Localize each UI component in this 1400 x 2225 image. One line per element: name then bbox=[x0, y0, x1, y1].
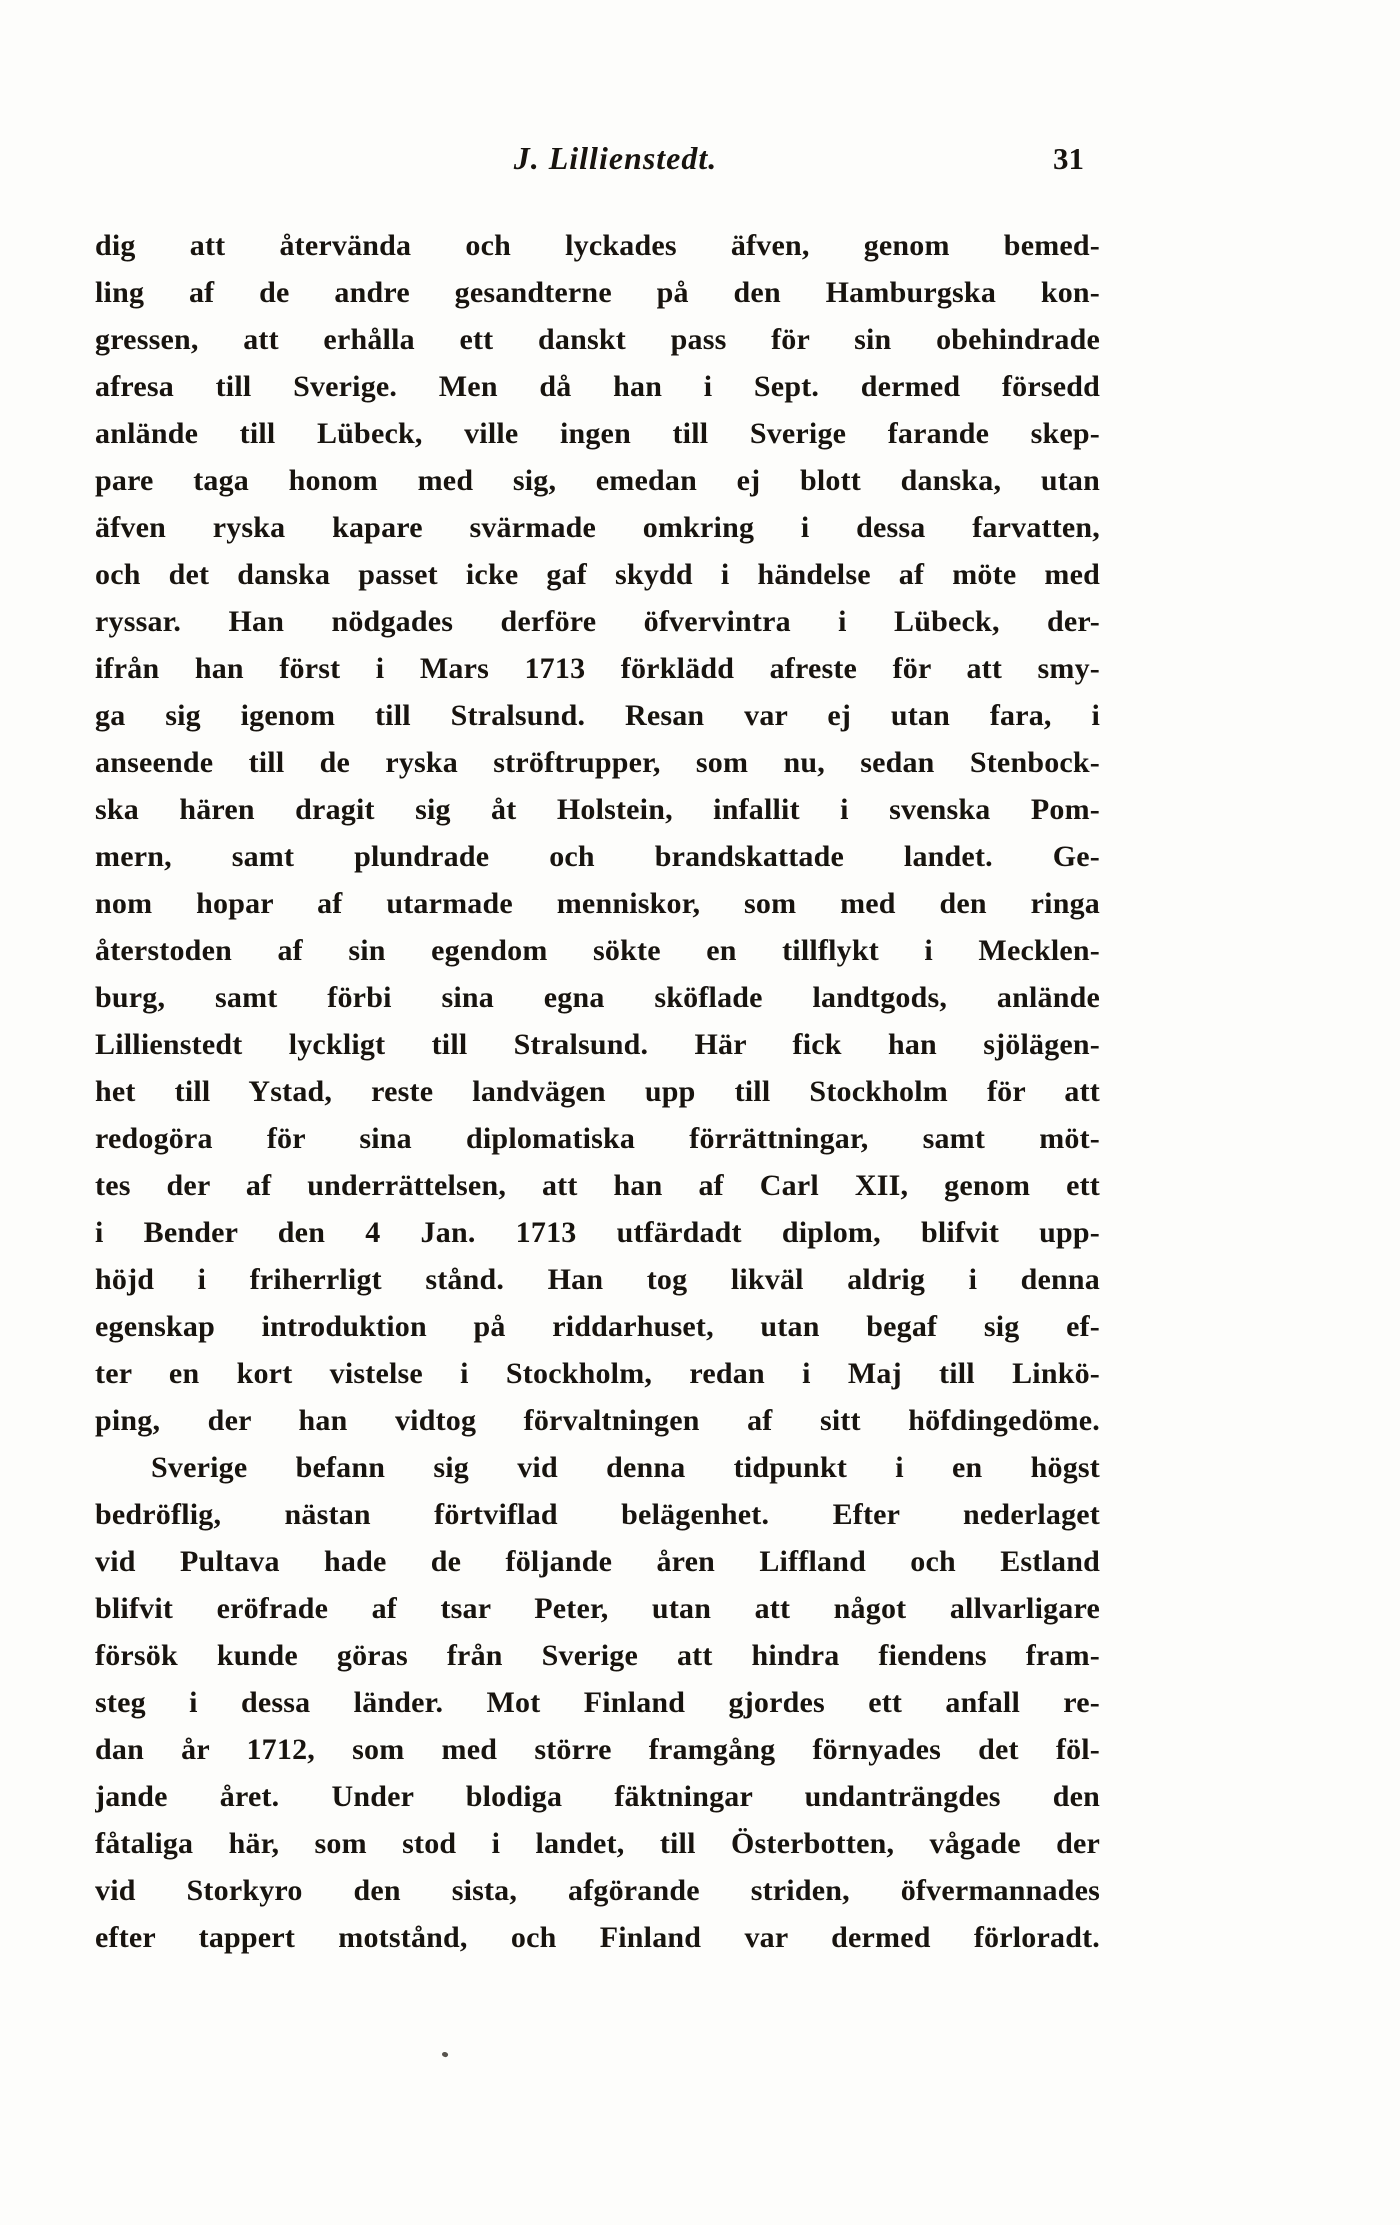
text-line: försök kunde göras från Sverige att hindra fiendens fram- bbox=[95, 1639, 1100, 1672]
text-line: anlände till Lübeck, ville ingen till Sverige farande skep- bbox=[95, 417, 1100, 450]
text-line: och det danska passet icke gaf skydd i händelse af möte med bbox=[95, 558, 1100, 591]
text-line-paragraph-start: Sverige befann sig vid denna tidpunkt i en högst bbox=[151, 1451, 1100, 1484]
text-line: ifrån han först i Mars 1713 förklädd afreste för att smy- bbox=[95, 652, 1100, 685]
page-number: 31 bbox=[1053, 141, 1084, 176]
text-line: ga sig igenom till Stralsund. Resan var ej utan fara, i bbox=[95, 699, 1100, 732]
text-line: anseende till de ryska ströftrupper, som nu, sedan Stenbock- bbox=[95, 746, 1100, 779]
text-line: ling af de andre gesandterne på den Hamburgska kon- bbox=[95, 276, 1100, 309]
text-line: ping, der han vidtog förvaltningen af sitt höfdingedöme. bbox=[95, 1404, 1100, 1437]
text-line: efter tappert motstånd, och Finland var dermed förloradt. bbox=[95, 1921, 1100, 1954]
text-line: vid Pultava hade de följande åren Liffland och Estland bbox=[95, 1545, 1100, 1578]
text-line: återstoden af sin egendom sökte en tillflykt i Mecklen- bbox=[95, 934, 1100, 967]
text-line: höjd i friherrligt stånd. Han tog likväl aldrig i denna bbox=[95, 1263, 1100, 1296]
text-line: redogöra för sina diplomatiska förrättningar, samt möt- bbox=[95, 1122, 1100, 1155]
text-line: burg, samt förbi sina egna sköflade landtgods, anlände bbox=[95, 981, 1100, 1014]
ink-speck bbox=[441, 2051, 449, 2058]
text-line: blifvit eröfrade af tsar Peter, utan att något allvarligare bbox=[95, 1592, 1100, 1625]
text-line: steg i dessa länder. Mot Finland gjordes ett anfall re- bbox=[95, 1686, 1100, 1719]
page-header bbox=[95, 138, 1100, 182]
text-line: afresa till Sverige. Men då han i Sept. dermed försedd bbox=[95, 370, 1100, 403]
text-line: bedröflig, nästan förtviflad belägenhet. Efter nederlaget bbox=[95, 1498, 1100, 1531]
text-line: äfven ryska kapare svärmade omkring i dessa farvatten, bbox=[95, 511, 1100, 544]
text-line: mern, samt plundrade och brandskattade landet. Ge- bbox=[95, 840, 1100, 873]
text-line: dig att återvända och lyckades äfven, genom bemed- bbox=[95, 229, 1100, 262]
text-line: Lillienstedt lyckligt till Stralsund. Här fick han sjölägen- bbox=[95, 1028, 1100, 1061]
text-line: egenskap introduktion på riddarhuset, utan begaf sig ef- bbox=[95, 1310, 1100, 1343]
text-line: ryssar. Han nödgades derföre öfvervintra i Lübeck, der- bbox=[95, 605, 1100, 638]
text-line: ska hären dragit sig åt Holstein, infallit i svenska Pom- bbox=[95, 793, 1100, 826]
text-line: het till Ystad, reste landvägen upp till Stockholm för att bbox=[95, 1075, 1100, 1108]
text-line: ter en kort vistelse i Stockholm, redan i Maj till Linkö- bbox=[95, 1357, 1100, 1390]
text-line: pare taga honom med sig, emedan ej blott danska, utan bbox=[95, 464, 1100, 497]
text-line: vid Storkyro den sista, afgörande striden, öfvermannades bbox=[95, 1874, 1100, 1907]
text-line: nom hopar af utarmade menniskor, som med den ringa bbox=[95, 887, 1100, 920]
text-line: i Bender den 4 Jan. 1713 utfärdadt diplom, blifvit upp- bbox=[95, 1216, 1100, 1249]
text-line: gressen, att erhålla ett danskt pass för sin obehindrade bbox=[95, 323, 1100, 356]
running-title: J. Lillienstedt. bbox=[513, 140, 718, 176]
text-line: dan år 1712, som med större framgång förnyades det föl- bbox=[95, 1733, 1100, 1766]
page-text bbox=[95, 222, 1100, 1961]
text-line: jande året. Under blodiga fäktningar undanträngdes den bbox=[95, 1780, 1100, 1813]
text-line: fåtaliga här, som stod i landet, till Österbotten, vågade der bbox=[95, 1827, 1100, 1860]
text-line: tes der af underrättelsen, att han af Carl XII, genom ett bbox=[95, 1169, 1100, 1202]
